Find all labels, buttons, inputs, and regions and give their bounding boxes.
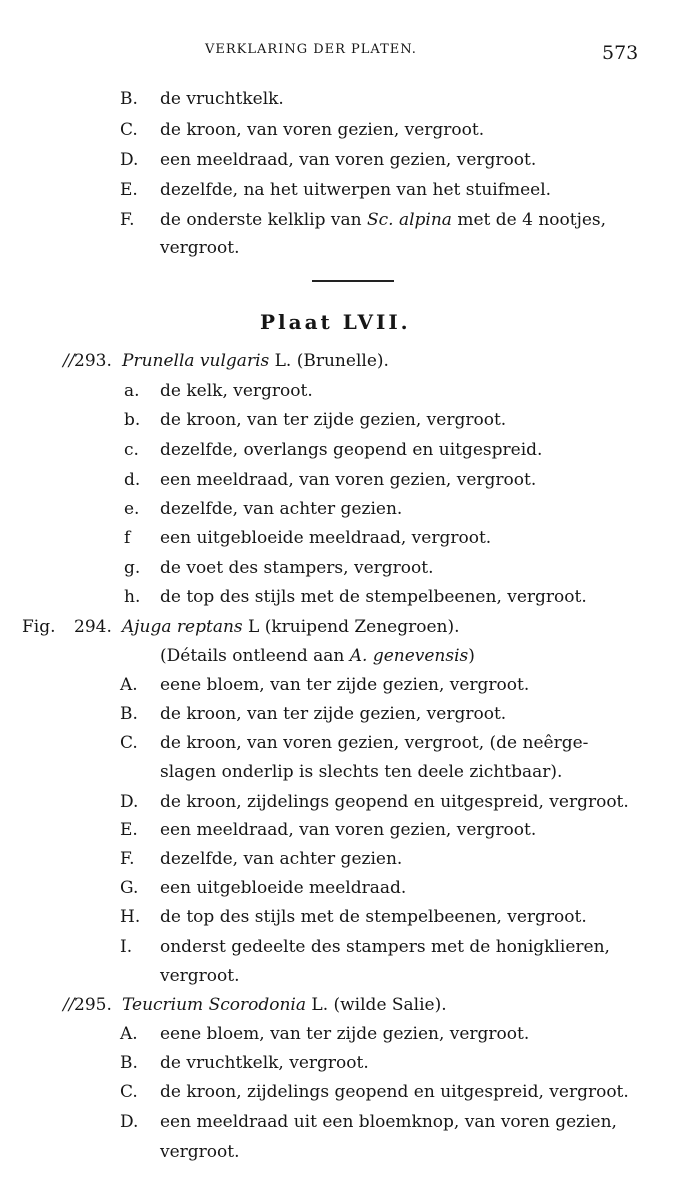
running-title: VERKLARING DER PLATEN.	[205, 42, 417, 57]
item-letter: C.	[120, 120, 138, 140]
item-letter: E.	[120, 820, 138, 840]
item-text: dezelfde, overlangs geopend en uitgespreid.	[160, 440, 543, 460]
item-letter: D.	[120, 792, 139, 812]
item-text: de top des stijls met de stempelbeenen, vergroot.	[160, 587, 587, 607]
figure-title: Ajuga reptans L (kruipend Zenegroen).	[122, 617, 460, 637]
item-text: een meeldraad, van voren gezien, vergroot.	[160, 820, 537, 840]
item-letter: h.	[124, 587, 141, 607]
item-text: een uitgebloeide meeldraad, vergroot.	[160, 528, 492, 548]
item-letter: H.	[120, 907, 141, 927]
item-text: vergroot.	[160, 1142, 240, 1162]
item-text: onderst gedeelte des stampers met de honigklieren,	[160, 937, 610, 957]
item-letter: g.	[124, 558, 141, 578]
item-text: dezelfde, van achter gezien.	[160, 849, 403, 869]
item-text: eene bloem, van ter zijde gezien, vergroot.	[160, 1024, 530, 1044]
figure-title: Teucrium Scorodonia L. (wilde Salie).	[122, 995, 447, 1015]
item-text: dezelfde, na het uitwerpen van het stuifmeel.	[160, 180, 552, 200]
item-text: de kroon, van ter zijde gezien, vergroot.	[160, 410, 507, 430]
figure-number: 295.	[74, 995, 112, 1015]
item-letter: D.	[120, 150, 139, 170]
figure-title: Prunella vulgaris L. (Brunelle).	[122, 351, 389, 371]
plate-heading: Plaat LVII.	[260, 310, 411, 334]
ditto-mark: //	[63, 995, 75, 1015]
item-text: slagen onderlip is slechts ten deele zichtbaar).	[160, 762, 563, 782]
item-text: de kroon, zijdelings geopend en uitgespreid, vergroot.	[160, 1082, 629, 1102]
item-text: de kelk, vergroot.	[160, 381, 313, 401]
figure-number: 293.	[74, 351, 112, 371]
item-letter: b.	[124, 410, 141, 430]
item-letter: F.	[120, 210, 135, 230]
item-letter: d.	[124, 470, 141, 490]
item-text: eene bloem, van ter zijde gezien, vergroot.	[160, 675, 530, 695]
item-letter: A.	[120, 675, 138, 695]
item-text: de voet des stampers, vergroot.	[160, 558, 434, 578]
item-letter: a.	[124, 381, 140, 401]
item-letter: D.	[120, 1112, 139, 1132]
item-text: vergroot.	[160, 966, 240, 986]
item-letter: I.	[120, 937, 133, 957]
item-letter: B.	[120, 704, 138, 724]
item-text: dezelfde, van achter gezien.	[160, 499, 403, 519]
item-text: een meeldraad, van voren gezien, vergroot.	[160, 470, 537, 490]
item-letter: C.	[120, 733, 138, 753]
item-letter: e.	[124, 499, 140, 519]
item-text: de kroon, van voren gezien, vergroot, (de neêrge-	[160, 733, 589, 753]
page-number: 573	[602, 42, 639, 64]
figure-number: 294.	[74, 617, 112, 637]
section-divider	[312, 280, 394, 282]
ditto-mark: //	[63, 351, 75, 371]
item-letter: G.	[120, 878, 139, 898]
item-letter: C.	[120, 1082, 138, 1102]
item-letter: B.	[120, 1053, 138, 1073]
item-letter: F.	[120, 849, 135, 869]
item-letter: A.	[120, 1024, 138, 1044]
item-text: een meeldraad, van voren gezien, vergroot.	[160, 150, 537, 170]
item-text: een uitgebloeide meeldraad.	[160, 878, 407, 898]
item-text: de vruchtkelk.	[160, 89, 284, 109]
item-text: een meeldraad uit een bloemknop, van voren gezien,	[160, 1112, 617, 1132]
item-letter: B.	[120, 89, 138, 109]
item-text: de kroon, van ter zijde gezien, vergroot.	[160, 704, 507, 724]
note-text: (Détails ontleend aan A. genevensis)	[160, 646, 475, 666]
item-text: de kroon, zijdelings geopend en uitgespreid, vergroot.	[160, 792, 629, 812]
item-text: de kroon, van voren gezien, vergroot.	[160, 120, 485, 140]
fig-label: Fig.	[22, 617, 56, 637]
item-letter: f	[124, 528, 131, 548]
running-header	[0, 40, 678, 70]
item-text: de top des stijls met de stempelbeenen, vergroot.	[160, 907, 587, 927]
item-text: vergroot.	[160, 238, 240, 258]
item-letter: c.	[124, 440, 139, 460]
item-text: de onderste kelklip van Sc. alpina met de 4 nootjes,	[160, 210, 607, 230]
item-text: de vruchtkelk, vergroot.	[160, 1053, 369, 1073]
item-letter: E.	[120, 180, 138, 200]
